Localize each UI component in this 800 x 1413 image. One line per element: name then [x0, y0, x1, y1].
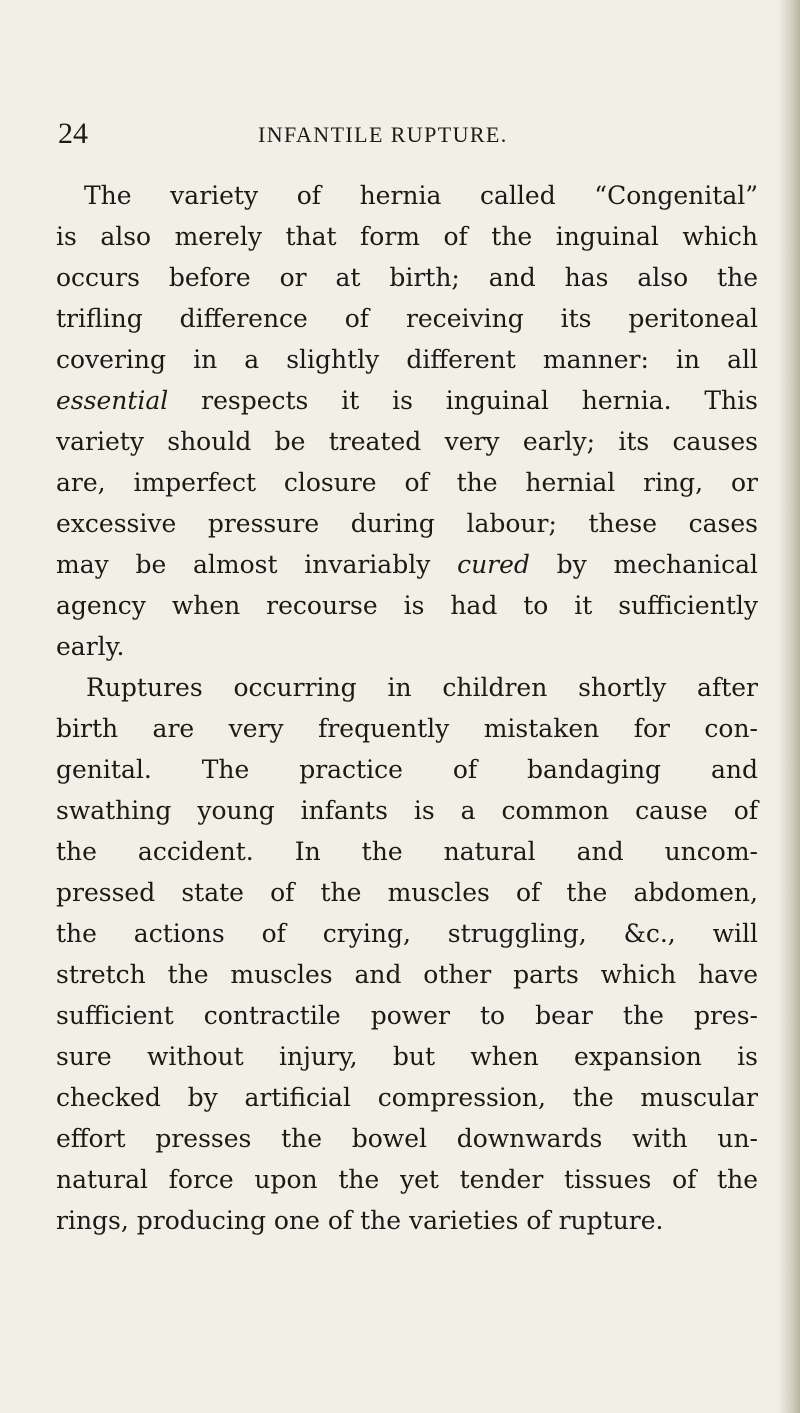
running-head — [58, 118, 758, 150]
text-line: The variety of hernia called “Congenital” — [84, 181, 758, 210]
text-fragment: may be almost invariably — [56, 550, 458, 579]
text-line: natural force upon the yet tender tissues of the — [56, 1165, 758, 1194]
text-line: variety should be treated very early; its causes — [56, 427, 758, 456]
running-title: INFANTILE RUPTURE. — [258, 122, 508, 147]
page-edge-shadow — [778, 0, 800, 1413]
text-line — [56, 544, 758, 585]
text-line: swathing young infants is a common cause of — [56, 796, 758, 825]
text-line: occurs before or at birth; and has also the — [56, 263, 758, 292]
text-line: pressed state of the muscles of the abdomen, — [56, 878, 758, 907]
text-line: is also merely that form of the inguinal which — [56, 222, 758, 251]
text-line: effort presses the bowel downwards with un- — [56, 1124, 758, 1153]
text-line: are, imperfect closure of the hernial ring, or — [56, 468, 758, 497]
text-line: excessive pressure during labour; these cases — [56, 509, 758, 538]
text-line: stretch the muscles and other parts which have — [56, 960, 758, 989]
italic-word: cured — [457, 550, 530, 579]
text-line: covering in a slightly different manner: in all — [56, 345, 758, 374]
text-line — [56, 380, 758, 421]
text-line: early. — [56, 632, 125, 661]
text-line: checked by artificial compression, the muscular — [56, 1083, 758, 1112]
body-text — [56, 175, 758, 1241]
text-line: trifling difference of receiving its peritoneal — [56, 304, 758, 333]
text-line: the actions of crying, struggling, &c., will — [56, 919, 758, 948]
page-number: 24 — [58, 117, 88, 150]
text-line: birth are very frequently mistaken for con- — [56, 714, 758, 743]
text-line: the accident. In the natural and uncom- — [56, 837, 758, 866]
italic-word: essential — [56, 386, 169, 415]
text-line: sure without injury, but when expansion is — [56, 1042, 758, 1071]
text-fragment: by mechanical — [529, 550, 759, 579]
text-line: rings, producing one of the varieties of rupture. — [56, 1206, 664, 1235]
text-line: genital. The practice of bandaging and — [56, 755, 758, 784]
text-line: agency when recourse is had to it sufficiently — [56, 591, 758, 620]
text-fragment: respects it is inguinal hernia. This — [168, 386, 758, 415]
text-line: sufficient contractile power to bear the pres- — [56, 1001, 758, 1030]
text-line: Ruptures occurring in children shortly after — [86, 673, 758, 702]
